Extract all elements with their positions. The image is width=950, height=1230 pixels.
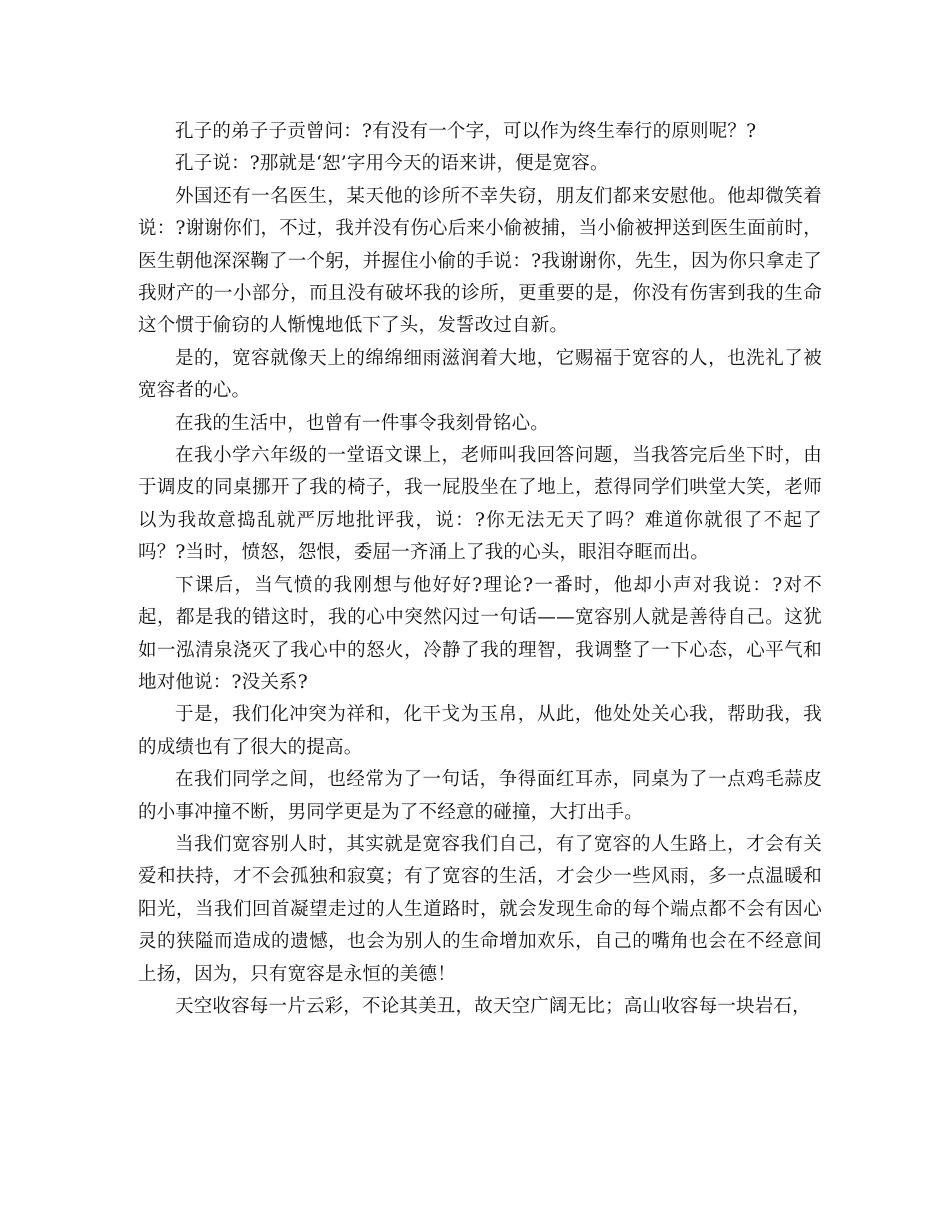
paragraph-7: 下课后，当气愤的我刚想与他好好?理论?一番时，他却小声对我说：?对不起，都是我的错这时，我的心中突然闪过一句话——宽容别人就是善待自己。这犹如一泓清泉浇灭了我心中的怒火，冷静了我的理智，我调整了一下心态，心平气和地对他说：?没关系? (138, 574, 822, 693)
paragraph-6: 在我小学六年级的一堂语文课上，老师叫我回答问题，当我答完后坐下时，由于调皮的同桌挪开了我的椅子，我一屁股坐在了地上，惹得同学们哄堂大笑，老师以为我故意捣乱就严厉地批评我，说：?你无法无天了吗？难道你就很了不起了吗？?当时，愤怒，怨恨，委屈一齐涌上了我的心头，眼泪夺眶而出。 (138, 445, 822, 564)
paragraph-11: 天空收容每一片云彩，不论其美丑，故天空广阔无比；高山收容每一块岩石， (175, 995, 811, 1017)
paragraph-3: 外国还有一名医生，某天他的诊所不幸失窃，朋友们都来安慰他。他却微笑着说：?谢谢你们，不过，我并没有伤心后来小偷被捕，当小偷被押送到医生面前时，医生朝他深深鞠了一个躬，并握住小偷的手说：?我谢谢你，先生，因为你只拿走了我财产的一小部分，而且没有破坏我的诊所，更重要的是，你没有伤害到我的生命这个惯于偷窃的人惭愧地低下了头，发誓改过自新。 (138, 185, 822, 337)
paragraph-4: 是的，宽容就像天上的绵绵细雨滋润着大地，它赐福于宽容的人，也洗礼了被宽容者的心。 (138, 347, 822, 402)
paragraph-1: 孔子的弟子子贡曾问：?有没有一个字，可以作为终生奉行的原则呢？? (175, 121, 757, 142)
paragraph-5: 在我的生活中，也曾有一件事令我刻骨铭心。 (175, 412, 550, 434)
document-body (138, 116, 822, 1023)
paragraph-8: 于是，我们化冲突为祥和，化干戈为玉帛，从此，他处处关心我，帮助我，我的成绩也有了很大的提高。 (138, 704, 822, 758)
paragraph-9: 在我们同学之间，也经常为了一句话，争得面红耳赤，同桌为了一点鸡毛蒜皮的小事冲撞不断，男同学更是为了不经意的碰撞，大打出手。 (138, 769, 822, 823)
paragraph-10: 当我们宽容别人时，其实就是宽容我们自己，有了宽容的人生路上，才会有关爱和扶持，才不会孤独和寂寞；有了宽容的生活，才会少一些风雨，多一点温暖和阳光，当我们回首凝望走过的人生道路时，就会发现生命的每个端点都不会有因心灵的狭隘而造成的遗憾，也会为别人的生命增加欢乐，自己的嘴角也会在不经意间上扬，因为，只有宽容是永恒的美德！ (138, 833, 822, 985)
paragraph-2: 孔子说：?那就是‘恕’字用今天的语来讲，便是宽容。 (175, 153, 609, 175)
